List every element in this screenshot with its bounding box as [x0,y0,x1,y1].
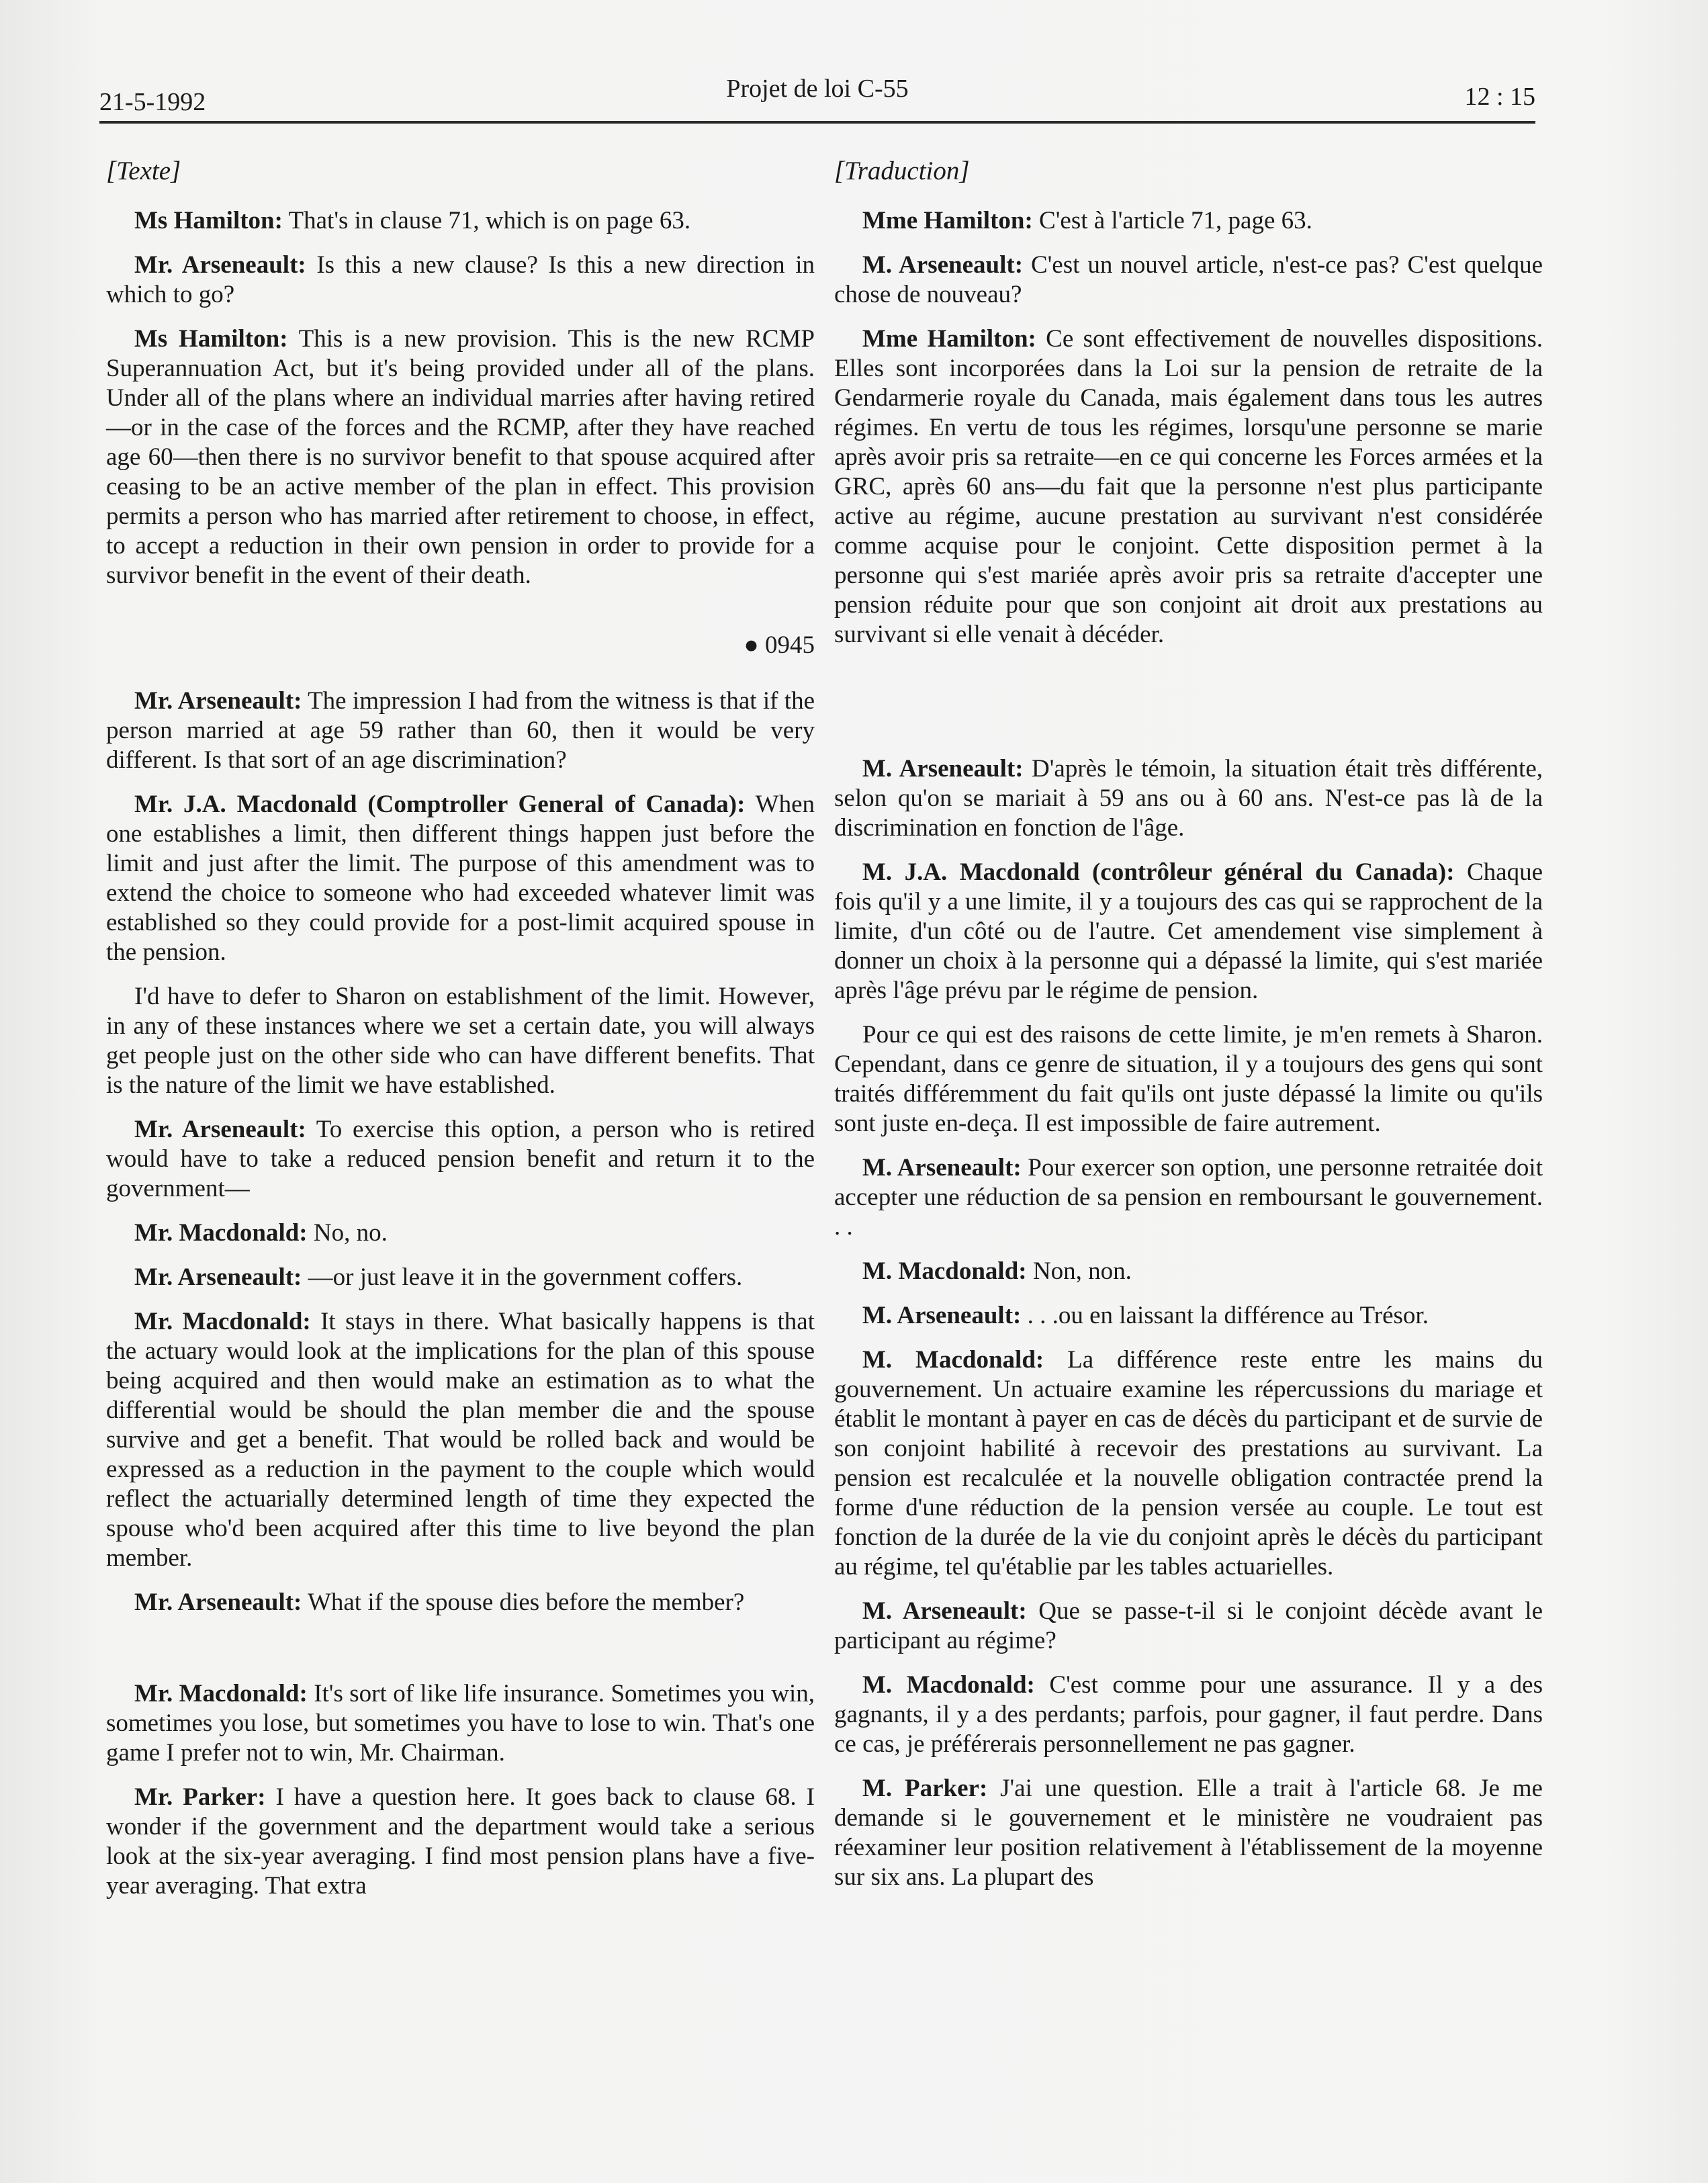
paragraph [106,206,815,236]
paragraph [106,1115,815,1204]
paragraph-text: No, no. [307,1219,388,1247]
paragraph [106,1679,815,1768]
header-title: Projet de loi C-55 [726,75,909,103]
speaker-name: M. Arseneault: [862,1154,1022,1182]
paragraph-text: —or just leave it in the government coffers. [302,1263,743,1291]
paragraph [106,982,815,1100]
speaker-name: Mme Hamilton: [862,325,1036,353]
paragraph-text: I'd have to defer to Sharon on establishment of the limit. However, in any of these instances where we set a certain date, you will always get people just on the other side who can have different benefits. That is the nature of the limit we have established. [106,983,815,1099]
paragraph [106,1783,815,1901]
paragraph [834,1670,1543,1759]
paragraph [834,1020,1543,1139]
paragraph [834,1774,1543,1892]
english-column [106,156,815,1916]
speaker-name: Mr. Parker: [134,1783,266,1811]
paragraph-text: When one establishes a limit, then different things happen just before the limit and just after the limit. The purpose of this amendment was to extend the choice to someone who had exceeded whatever limit was established so they could provide for a post-limit acquired spouse in the pension. [106,791,815,966]
paragraph-text: Pour exercer son option, une personne retraitée doit accepter une réduction de sa pension en remboursant le gouvernement. . . [834,1154,1543,1241]
speaker-name: Mr. Macdonald: [134,1680,308,1707]
paragraph [106,251,815,310]
paragraph-text: Ce sont effectivement de nouvelles dispositions. Elles sont incorporées dans la Loi sur la pension de retraite de la Gendarmerie royale du Canada, mais également dans tous les autres régimes. En vertu de tous les régimes, lorsqu'une personne se marie après avoir pris sa retraite—en ce qui concerne les Forces armées et la GRC, après 60 ans—du fait que la personne n'est plus participante active au régime, aucune prestation au survivant n'est considérée comme acquise pour le conjoint. Cette disposition permet à la personne qui s'est mariée après avoir pris sa retraite d'accepter une pension réduite pour que son conjoint ait droit aux prestations au survivant si elle venait à décéder. [834,325,1543,648]
paragraph-text: I have a question here. It goes back to clause 68. I wonder if the government and the department would take a serious look at the six-year averaging. I find most pension plans have a five-year averaging. That extra [106,1783,815,1900]
paragraph [834,1345,1543,1582]
speaker-name: M. Macdonald: [862,1257,1027,1285]
paragraph [834,1153,1543,1242]
speaker-name: M. Arseneault: [862,1597,1027,1625]
paragraph-text: It's sort of like life insurance. Sometimes you win, sometimes you lose, but sometimes you have to lose to win. That's one game I prefer not to win, Mr. Chairman. [106,1680,815,1767]
paragraph [834,858,1543,1006]
speaker-name: M. Macdonald: [862,1671,1035,1699]
paragraph-text: C'est à l'article 71, page 63. [1032,207,1312,234]
french-column [834,156,1543,1907]
paragraph-text: La différence reste entre les mains du gouvernement. Un actuaire examine les répercussions du mariage et établit le montant à payer en cas de décès du participant et de survie de son conjoint habilité à recevoir des prestations au survivant. La pension est recalculée et la nouvelle obligation contractée prend la forme d'une réduction de la pension versée au couple. Le tout est fonction de la durée de la vie du conjoint après le décès du participant au régime, tel qu'établie par les tables actuarielles. [834,1346,1543,1580]
paragraph-text: It stays in there. What basically happens is that the actuary would look at the implications for the plan of this spouse being acquired and then would make an estimation as to what the differential would be should the plan member die and the spouse survive and get a benefit. That would be rolled back and would be expressed as a reduction in the payment to the couple which would reflect the actuarially determined length of time they expected the spouse who'd been acquired after this time to live beyond the plan member. [106,1308,815,1572]
paragraph [106,1218,815,1248]
paragraph [834,324,1543,650]
paragraph-text: C'est comme pour une assurance. Il y a des gagnants, il y a des perdants; parfois, pour gagner, il faut perdre. Dans ce cas, je préférerais personnellement ne pas gagner. [834,1671,1543,1758]
speaker-name: M. Macdonald: [862,1346,1044,1374]
english-block-3 [106,1679,815,1901]
spacer [834,664,1543,754]
page-header [99,73,1535,124]
speaker-name: Mr. Arseneault: [134,1116,306,1143]
spacer [106,1632,815,1679]
paragraph [834,251,1543,310]
english-block-1 [106,206,815,590]
speaker-name: Mr. J.A. Macdonald (Comptroller General of Canada): [134,791,746,818]
paragraph-text: C'est un nouvel article, n'est-ce pas? C'est quelque chose de nouveau? [834,251,1543,308]
header-page-number: 12 : 15 [1464,83,1535,111]
paragraph [834,754,1543,843]
paragraph-text: That's in clause 71, which is on page 63. [282,207,691,234]
speaker-name: Mr. Arseneault: [134,1589,302,1616]
paragraph [106,790,815,967]
paragraph-text: Pour ce qui est des raisons de cette limite, je m'en remets à Sharon. Cependant, dans ce genre de situation, il y a toujours des gens qui sont traités différemment du fait qu'ils ont juste dépassé la limite ou qu'ils sont juste en-deça. Il est impossible de faire autrement. [834,1021,1543,1137]
paragraph-text: The impression I had from the witness is that if the person married at age 59 rather than 60, then it would be very different. Is that sort of an age discrimination? [106,687,815,774]
header-date: 21-5-1992 [99,88,206,116]
speaker-name: Mr. Macdonald: [134,1308,311,1335]
paragraph-text: D'après le témoin, la situation était très différente, selon qu'on se mariait à 59 ans ou à 60 ans. N'est-ce pas là de la discrimination en fonction de l'âge. [834,755,1543,842]
speaker-name: M. Arseneault: [862,755,1024,783]
english-block-2 [106,686,815,1617]
speaker-name: Mr. Arseneault: [134,251,306,279]
paragraph-text: Chaque fois qu'il y a une limite, il y a toujours des cas qui se rapprochent de la limite, d'un côté ou de l'autre. Cet amendement vise simplement à donner un choix à la personne qui a dépassé la limite, qui s'est mariée après l'âge prévu par le régime de pension. [834,858,1543,1004]
paragraph-text: This is a new provision. This is the new RCMP Superannuation Act, but it's being provided under all of the plans. Under all of the plans where an individual marries after having retired—or in the case of the forces and the RCMP, after they have reached age 60—then there is no survivor benefit to that spouse acquired after ceasing to be an active member of the plan in effect. This provision permits a person who has married after retirement to choose, in effect, to accept a reduction in their own pension in order to provide for a survivor benefit in the event of their death. [106,325,815,589]
french-block-2 [834,754,1543,1892]
paragraph [106,324,815,590]
paragraph [106,1307,815,1573]
paragraph [106,1588,815,1617]
speaker-name: M. Arseneault: [862,1302,1022,1329]
paragraph-text: J'ai une question. Elle a trait à l'article 68. Je me demande si le gouvernement et le ministère ne voudraient pas réexaminer leur position relativement à l'établissement de la moyenne sur six ans. La plupart des [834,1775,1543,1891]
paragraph [834,206,1543,236]
speaker-name: M. Parker: [862,1775,988,1802]
french-block-1 [834,206,1543,650]
speaker-name: M. J.A. Macdonald (contrôleur général du Canada): [862,858,1455,886]
speaker-name: Mr. Macdonald: [134,1219,308,1247]
paragraph [834,1301,1543,1331]
paragraph [834,1597,1543,1656]
paragraph-text: Is this a new clause? Is this a new direction in which to go? [106,251,815,308]
paragraph [106,686,815,775]
paragraph-text: To exercise this option, a person who is retired would have to take a reduced pension benefit and return it to the government— [106,1116,815,1202]
paragraph-text: What if the spouse dies before the member? [302,1589,745,1616]
paragraph-text: Que se passe-t-il si le conjoint décède avant le participant au régime? [834,1597,1543,1654]
speaker-name: Mme Hamilton: [862,207,1033,234]
paragraph-text: Non, non. [1026,1257,1132,1285]
speaker-name: M. Arseneault: [862,251,1024,279]
paragraph [834,1257,1543,1286]
speaker-name: Ms Hamilton: [134,207,283,234]
paragraph [106,1263,815,1292]
time-marker: ● 0945 [744,631,815,659]
speaker-name: Ms Hamilton: [134,325,288,353]
language-label: [Traduction] [834,157,970,185]
paragraph-text: . . .ou en laissant la différence au Trésor. [1021,1302,1429,1329]
language-label: [Texte] [106,157,181,185]
speaker-name: Mr. Arseneault: [134,687,302,715]
speaker-name: Mr. Arseneault: [134,1263,302,1291]
